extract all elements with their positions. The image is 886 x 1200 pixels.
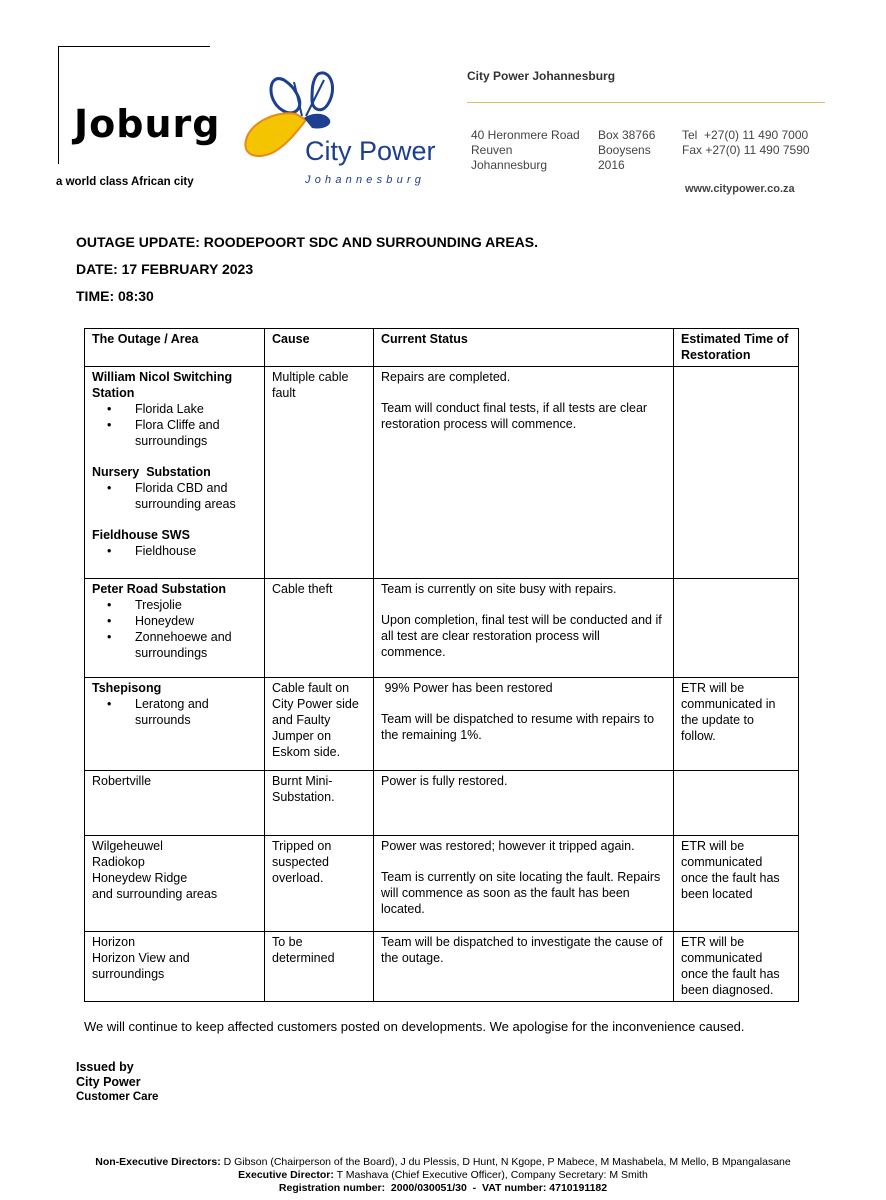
area-cell: Wilgeheuwel Radiokop Honeydew Ridge and surrounding areas [85,836,265,932]
website-link[interactable]: www.citypower.co.za [685,183,795,195]
table-row [85,932,799,1002]
joburg-logo [58,46,221,164]
list-item: • Fieldhouse [135,543,257,559]
list-item: • Florida Lake [135,401,257,417]
header-cause: Cause [265,329,374,367]
cause-cell: Burnt Mini-Substation. [265,771,374,836]
table-row [85,771,799,836]
status-cell: 99% Power has been restored Team will be dispatched to resume with repairs to the remaining 1%. [374,678,674,771]
report-time: TIME: 08:30 [76,288,154,304]
list-item: • Tresjolie [135,597,257,613]
org-name: City Power Johannesburg [467,69,616,83]
joburg-tagline: a world class African city [56,176,194,188]
etr-cell [674,579,799,678]
page-title: OUTAGE UPDATE: ROODEPOORT SDC AND SURROUNDING AREAS. [76,234,539,250]
header-divider [467,102,825,103]
etr-cell: ETR will be communicated once the fault has been diagnosed. [674,932,799,1002]
area-list [92,480,257,512]
cause-cell: Cable theft [265,579,374,678]
issued-by: Issued by City Power Customer Care [76,1060,159,1103]
etr-cell [674,367,799,579]
footer-executive: Executive Director: T Mashava (Chief Executive Officer), Company Secretary: M Smith [238,1169,648,1181]
city-power-name: City Power [305,136,436,166]
list-item: • Florida CBD and surrounding areas [135,480,257,512]
table-row [85,836,799,932]
list-item: • Flora Cliffe and surroundings [135,417,257,449]
status-cell: Power is fully restored. [374,771,674,836]
table-row [85,579,799,678]
area-list [92,696,257,728]
area-cell [85,367,265,579]
area-list [92,597,257,661]
cause-cell: Tripped on suspected overload. [265,836,374,932]
area-cell: Horizon Horizon View and surroundings [85,932,265,1002]
status-cell: Repairs are completed. Team will conduct final tests, if all tests are clear restoration process will commence. [374,367,674,579]
status-cell: Power was restored; however it tripped again. Team is currently on site locating the fault. Repairs will commence as soon as the fault has been located. [374,836,674,932]
status-cell: Team will be dispatched to investigate the cause of the outage. [374,932,674,1002]
footer-registration: Registration number: 2000/030051/30 - VAT number: 4710191182 [278,1182,608,1194]
area-cell [85,579,265,678]
joburg-logo-text: Joburg [74,102,221,146]
list-item: • Honeydew [135,613,257,629]
phone-numbers: Tel +27(0) 11 490 7000 Fax +27(0) 11 490 7590 [682,128,810,157]
cause-cell: To be determined [265,932,374,1002]
closing-statement: We will continue to keep affected customers posted on developments. We apologise for the inconvenience caused. [84,1019,745,1034]
area-list [92,401,257,449]
etr-cell: ETR will be communicated in the update to follow. [674,678,799,771]
street-address: 40 Heronmere Road Reuven Johannesburg [471,128,580,172]
cause-cell: Multiple cable fault [265,367,374,579]
area-group-title: Tshepisong [92,681,162,695]
header-area: The Outage / Area [85,329,265,367]
report-date: DATE: 17 FEBRUARY 2023 [76,261,254,277]
area-cell: Robertville [85,771,265,836]
header-etr: Estimated Time of Restoration [674,329,799,367]
area-group-title: Fieldhouse SWS [92,528,190,542]
city-power-sub: Johannesburg [305,174,426,186]
area-group-title: Peter Road Substation [92,582,227,596]
header-status: Current Status [374,329,674,367]
area-cell [85,678,265,771]
list-item: • Leratong and surrounds [135,696,257,728]
cause-cell: Cable fault on City Power side and Faulty Jumper on Eskom side. [265,678,374,771]
area-list [92,543,257,559]
etr-cell: ETR will be communicated once the fault has been located [674,836,799,932]
footer-directors: Non-Executive Directors: D Gibson (Chairperson of the Board), J du Plessis, D Hunt, N Kgope, P Mabece, M Mashabela, M Mello, B Mpangalasane [95,1156,791,1168]
city-power-butterfly-icon [238,70,448,190]
table-row [85,678,799,771]
table-header-row [85,329,799,367]
list-item: • Zonnehoewe and surroundings [135,629,257,661]
outage-table [84,328,799,1002]
etr-cell [674,771,799,836]
postal-address: Box 38766 Booysens 2016 [598,128,656,172]
table-row [85,367,799,579]
area-group-title: Nursery Substation [92,465,211,479]
area-group-title: William Nicol Switching Station [92,370,233,400]
status-cell: Team is currently on site busy with repairs. Upon completion, final test will be conducted and if all test are clear restoration process will commence. [374,579,674,678]
